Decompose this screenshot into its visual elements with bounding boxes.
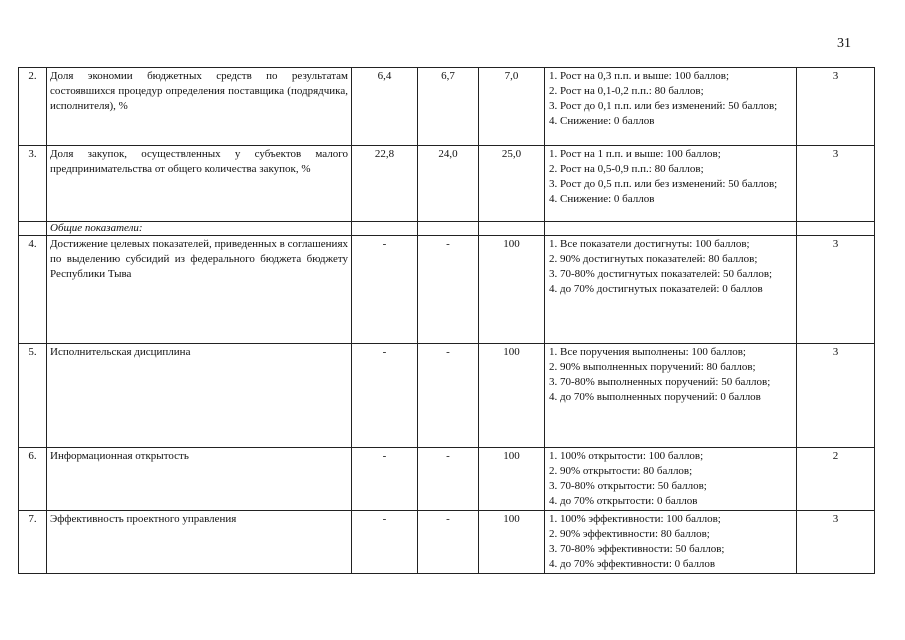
section-title: Общие показатели: — [47, 222, 352, 236]
criterion: 1. Рост на 0,3 п.п. и выше: 100 баллов; — [549, 70, 730, 82]
value-1: - — [352, 236, 418, 344]
table-row — [19, 146, 875, 222]
criteria-cell — [545, 236, 797, 344]
value-2: 6,7 — [418, 68, 479, 146]
score: 3 — [797, 236, 875, 344]
criteria-cell — [545, 511, 797, 574]
value-2: - — [418, 511, 479, 574]
criterion: 2. 90% открытости: 80 баллов; — [549, 465, 693, 477]
value-1: - — [352, 448, 418, 511]
row-number: 3. — [19, 146, 47, 222]
score: 3 — [797, 344, 875, 448]
value-3: 100 — [479, 236, 545, 344]
criterion: 1. 100% эффективности: 100 баллов; — [549, 513, 721, 525]
row-number: 4. — [19, 236, 47, 344]
score: 2 — [797, 448, 875, 511]
criterion: 2. Рост на 0,5-0,9 п.п.: 80 баллов; — [549, 163, 704, 175]
section-empty-cell — [418, 222, 479, 236]
score: 3 — [797, 68, 875, 146]
criterion: 4. до 70% эффективности: 0 баллов — [549, 558, 716, 570]
section-empty-cell — [352, 222, 418, 236]
section-empty-cell — [797, 222, 875, 236]
row-number: 5. — [19, 344, 47, 448]
criterion: 1. 100% открытости: 100 баллов; — [549, 450, 704, 462]
value-2: - — [418, 236, 479, 344]
criterion: 3. 70-80% открытости: 50 баллов; — [549, 480, 707, 492]
value-1: - — [352, 344, 418, 448]
value-1: 6,4 — [352, 68, 418, 146]
criterion: 2. Рост на 0,1-0,2 п.п.: 80 баллов; — [549, 85, 704, 97]
indicator-name: Достижение целевых показателей, приведенных в соглашениях по выделению субсидий из федерального бюджета бюджету Республики Тыва — [47, 236, 352, 344]
row-number: 6. — [19, 448, 47, 511]
criteria-cell — [545, 448, 797, 511]
criteria-cell — [545, 146, 797, 222]
value-3: 100 — [479, 448, 545, 511]
criterion: 4. до 70% достигнутых показателей: 0 баллов — [549, 283, 763, 295]
table-row — [19, 448, 875, 511]
criterion: 3. 70-80% эффективности: 50 баллов; — [549, 543, 725, 555]
criteria-cell — [545, 344, 797, 448]
value-3: 100 — [479, 344, 545, 448]
indicators-table — [18, 67, 875, 574]
section-row — [19, 222, 875, 236]
indicator-name: Исполнительская дисциплина — [47, 344, 352, 448]
criterion: 3. Рост до 0,5 п.п. или без изменений: 50 баллов; — [549, 178, 778, 190]
criterion: 4. Снижение: 0 баллов — [549, 193, 655, 205]
criterion: 2. 90% достигнутых показателей: 80 баллов; — [549, 253, 758, 265]
score: 3 — [797, 146, 875, 222]
value-1: 22,8 — [352, 146, 418, 222]
value-2: - — [418, 344, 479, 448]
criterion: 4. до 70% открытости: 0 баллов — [549, 495, 698, 507]
value-1: - — [352, 511, 418, 574]
indicator-name: Эффективность проектного управления — [47, 511, 352, 574]
value-3: 7,0 — [479, 68, 545, 146]
section-empty-cell — [479, 222, 545, 236]
value-2: - — [418, 448, 479, 511]
value-3: 100 — [479, 511, 545, 574]
table-row — [19, 344, 875, 448]
criterion: 1. Все поручения выполнены: 100 баллов; — [549, 346, 746, 358]
table-row — [19, 236, 875, 344]
criterion: 3. 70-80% выполненных поручений: 50 баллов; — [549, 376, 771, 388]
criterion: 2. 90% выполненных поручений: 80 баллов; — [549, 361, 756, 373]
criterion: 4. Снижение: 0 баллов — [549, 115, 655, 127]
criterion: 1. Рост на 1 п.п. и выше: 100 баллов; — [549, 148, 721, 160]
criterion: 1. Все показатели достигнуты: 100 баллов; — [549, 238, 750, 250]
criteria-cell — [545, 68, 797, 146]
table-row — [19, 68, 875, 146]
section-empty-cell — [19, 222, 47, 236]
row-number: 7. — [19, 511, 47, 574]
indicator-name: Доля закупок, осуществленных у субъектов малого предпринимательства от общего количества закупок, % — [47, 146, 352, 222]
criterion: 2. 90% эффективности: 80 баллов; — [549, 528, 710, 540]
section-empty-cell — [545, 222, 797, 236]
indicator-name: Доля экономии бюджетных средств по результатам состоявшихся процедур определения поставщика (подрядчика, исполнителя), % — [47, 68, 352, 146]
criterion: 4. до 70% выполненных поручений: 0 баллов — [549, 391, 761, 403]
criterion: 3. Рост до 0,1 п.п. или без изменений: 50 баллов; — [549, 100, 778, 112]
row-number: 2. — [19, 68, 47, 146]
score: 3 — [797, 511, 875, 574]
indicator-name: Информационная открытость — [47, 448, 352, 511]
value-3: 25,0 — [479, 146, 545, 222]
criterion: 3. 70-80% достигнутых показателей: 50 баллов; — [549, 268, 773, 280]
page-number: 31 — [837, 36, 851, 51]
value-2: 24,0 — [418, 146, 479, 222]
table-row — [19, 511, 875, 574]
